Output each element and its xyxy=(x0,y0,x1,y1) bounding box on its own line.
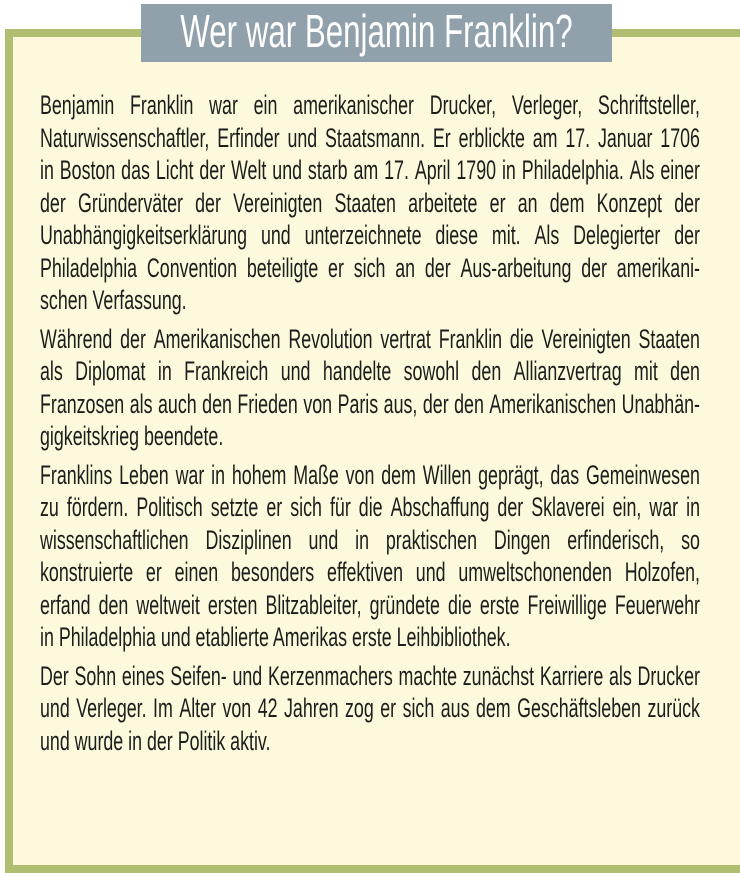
text-line: gigkeitskrieg beendete. xyxy=(40,421,224,451)
paragraph xyxy=(40,660,700,758)
text-line: Philadelphia Convention beteiligte er sich an der Aus-arbeitung der amerikani- xyxy=(40,252,700,283)
paragraph xyxy=(40,323,700,453)
text-line: als Diplomat in Frankreich und handelte sowohl den Allianzvertrag mit den xyxy=(40,356,700,386)
text-line: zu fördern. Politisch setzte er sich für die Abschaffung der Sklaverei ein, war in xyxy=(40,492,700,522)
text-line: wissenschaftlichen Disziplinen und in praktischen Dingen erfinderisch, so xyxy=(40,524,700,555)
paragraph xyxy=(40,89,700,317)
paragraph xyxy=(40,459,700,654)
text-line: Benjamin Franklin war ein amerikanischer Drucker, Verleger, Schriftsteller, xyxy=(40,90,700,120)
article-text xyxy=(40,89,700,757)
text-line: und Verleger. Im Alter von 42 Jahren zog er sich aus dem Geschäftsleben zurück xyxy=(40,693,700,723)
text-line: Während der Amerikanischen Revolution vertrat Franklin die Vereinigten Staaten xyxy=(40,323,700,354)
text-line: Naturwissenschaftler, Erfinder und Staatsmann. Er erblickte am 17. Januar 1706 xyxy=(40,122,700,153)
text-line: in Boston das Licht der Welt und starb am 17. April 1790 in Philadelphia. Als einer xyxy=(40,155,700,185)
text-line: Franklins Leben war in hohem Maße von dem Willen geprägt, das Gemeinwesen xyxy=(40,459,700,490)
text-line: und wurde in der Politik aktiv. xyxy=(40,725,271,756)
text-line: in Philadelphia und etablierte Amerikas erste Leihbibliothek. xyxy=(40,622,511,652)
page-title: Wer war Benjamin Franklin? xyxy=(180,5,573,57)
text-line: Der Sohn eines Seifen- und Kerzenmachers machte zunächst Karriere als Drucker xyxy=(40,660,700,691)
text-line: erfand den weltweit ersten Blitzableiter, gründete die erste Freiwillige Feuerwehr xyxy=(40,589,700,620)
title-banner xyxy=(141,4,612,62)
text-line: Franzosen als auch den Frieden von Paris aus, der den Amerikanischen Unabhän- xyxy=(40,388,700,419)
text-line: der Gründerväter der Vereinigten Staaten arbeitete er an dem Konzept der xyxy=(40,187,700,218)
text-line: konstruierte er einen besonders effektiven und umweltschonenden Holzofen, xyxy=(40,557,700,587)
text-line: Unabhängigkeitserklärung und unterzeichnete diese mit. Als Delegierter der xyxy=(40,220,700,250)
content-box xyxy=(5,29,740,873)
text-line: schen Verfassung. xyxy=(40,285,187,315)
